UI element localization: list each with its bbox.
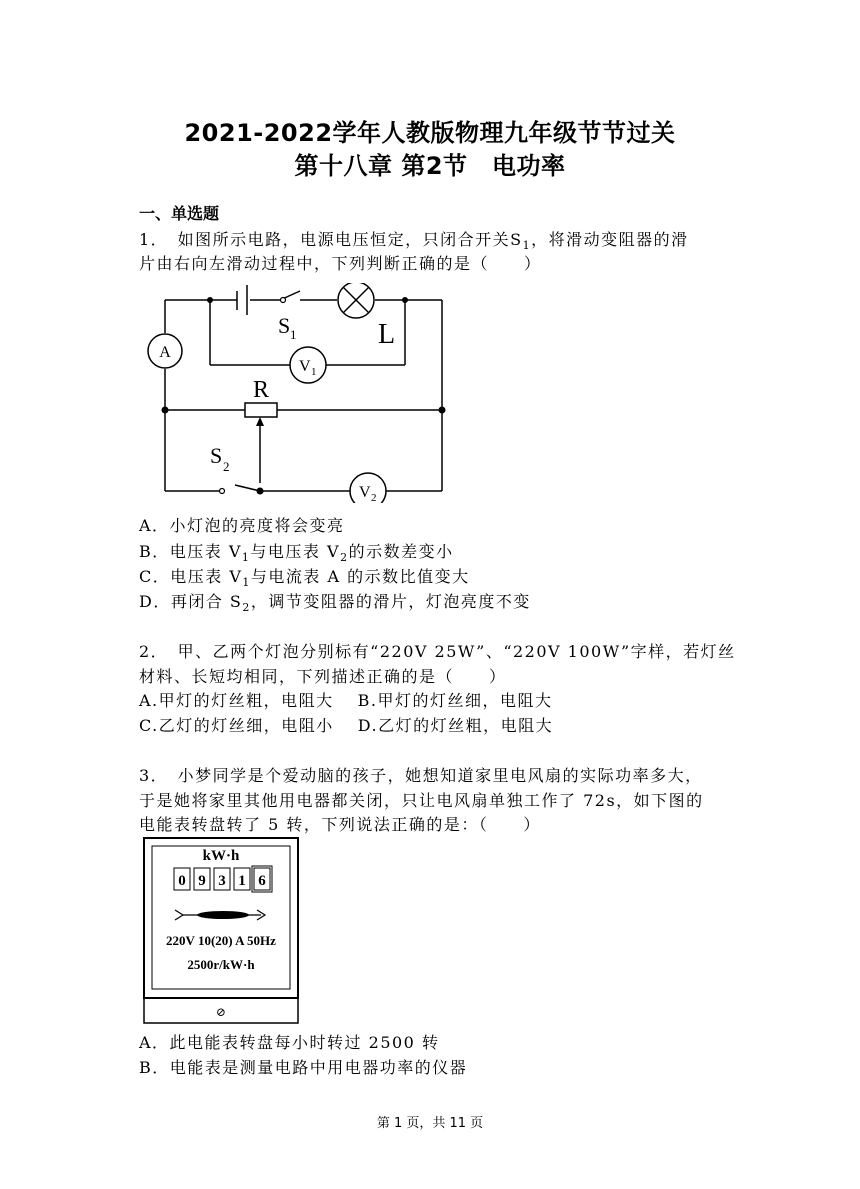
q1-option-b: B．电压表 $V_1$与电压表 $V_2$的示数差变小 <box>139 542 454 565</box>
v2-label: V <box>359 484 371 501</box>
s2-label: S <box>210 443 223 468</box>
q3-line-2: 于是她将家里其他用电器都关闭，只让电风扇单独工作了 72s，如下图的 <box>139 791 704 810</box>
v2-sub-label: 2 <box>371 492 377 503</box>
meter-unit: kW·h <box>202 848 240 864</box>
meter-rate: 2500r/kW·h <box>187 957 255 972</box>
v1-sub-label: 1 <box>311 366 317 378</box>
q1-option-a: A．小灯泡的亮度将会变亮 <box>139 516 345 535</box>
page-footer: 第 1 页，共 11 页 <box>376 1116 484 1131</box>
v1-label: V <box>299 358 311 375</box>
meter-spec: 220V 10(20) A 50Hz <box>166 933 276 948</box>
q1-option-d: D．再闭合 $S_2$，调节变阻器的滑片，灯泡亮度不变 <box>139 592 531 615</box>
q2-line-2: 材料、长短均相同，下列描述正确的是（ ） <box>139 667 507 686</box>
q2-option-b: B.甲灯的灯丝细，电阻大 <box>357 691 553 710</box>
q2-options-row-1 <box>139 688 553 711</box>
ammeter-label: A <box>159 344 171 361</box>
meter-screw-icon: ⊘ <box>215 1005 227 1019</box>
q3-option-a: A．此电能表转盘每小时转过 2500 转 <box>139 1033 440 1052</box>
s1-label: S <box>278 313 291 338</box>
q3-line-3: 电能表转盘转了 5 转，下列说法正确的是：（ ） <box>139 815 541 834</box>
q2-option-c: C.乙灯的灯丝细，电阻小 <box>139 716 334 735</box>
meter-digit-1: 0 <box>178 873 186 889</box>
circuit-diagram <box>140 283 460 503</box>
meter-digit-5: 6 <box>258 873 266 889</box>
q2-option-a: A.甲灯的灯丝粗，电阻大 <box>139 691 334 710</box>
s2-sub-label: 2 <box>223 459 230 474</box>
q1-option-c: C．电压表 $V_1$与电流表 A 的示数比值变大 <box>139 567 470 590</box>
q2-line-1: 2． 甲、乙两个灯泡分别标有“220V 25W”、“220V 100W”字样，若灯丝 <box>139 642 736 661</box>
title-line-1: 2021-2022学年人教版物理九年级节节过关 <box>184 119 676 147</box>
q1-line-1: 1． 如图所示电路，电源电压恒定，只闭合开关$S_1$，将滑动变阻器的滑 <box>139 230 689 253</box>
title-line-2: 第十八章 第2节 电功率 <box>294 152 566 180</box>
q1-line-2: 片由右向左滑动过程中，下列判断正确的是（ ） <box>139 254 542 273</box>
r-label: R <box>253 377 270 403</box>
section-heading: 一、单选题 <box>139 204 220 223</box>
q3-line-1: 3． 小梦同学是个爱动脑的孩子，她想知道家里电风扇的实际功率多大， <box>139 766 703 785</box>
lamp-label: L <box>378 319 396 350</box>
energy-meter-figure <box>143 837 301 1027</box>
meter-digit-3: 3 <box>218 873 226 889</box>
q2-option-d: D.乙灯的灯丝粗，电阻大 <box>357 716 554 735</box>
meter-digit-4: 1 <box>238 873 246 889</box>
q2-options-row-2 <box>139 713 553 736</box>
q3-option-b: B．电能表是测量电路中用电器功率的仪器 <box>139 1058 468 1077</box>
s1-sub-label: 1 <box>290 327 297 342</box>
meter-digit-2: 9 <box>198 873 206 889</box>
